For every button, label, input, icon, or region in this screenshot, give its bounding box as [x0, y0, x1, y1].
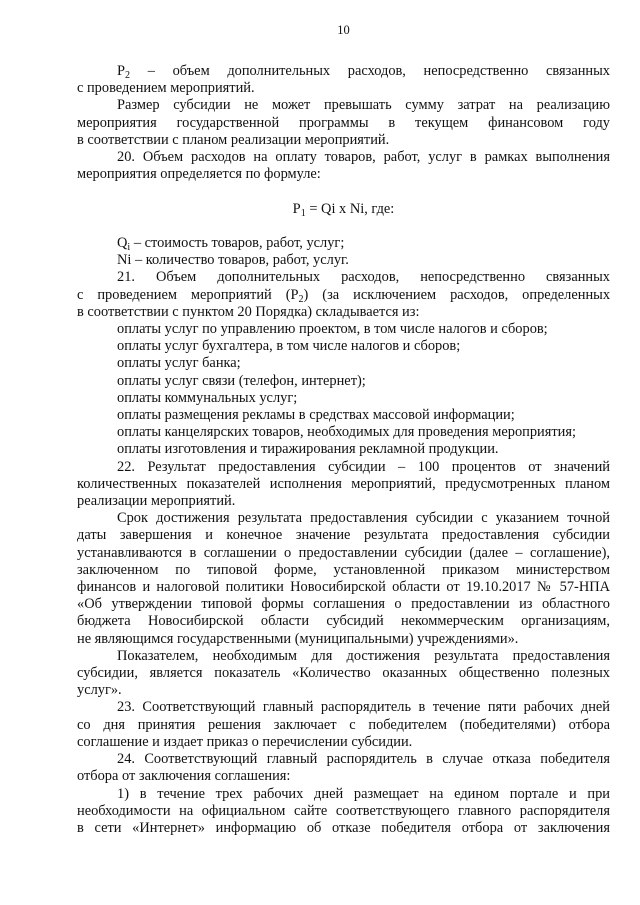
list-item: оплаты размещения рекламы в средствах массовой информации;: [117, 407, 515, 424]
variable-symbol: Q: [117, 235, 128, 251]
formula: [77, 201, 610, 218]
formula-text: = Qi x Ni, где:: [305, 200, 395, 217]
paragraph-item-24-sub-1: [77, 786, 610, 838]
paragraph-line: субсидии, является показатель «Количество оказанных общественно полезных: [77, 665, 610, 682]
variable-symbol: P: [117, 63, 126, 79]
paragraph-line: не являющимся государственными (муниципальными) учреждениями».: [77, 630, 519, 647]
paragraph-item-23: [77, 699, 610, 751]
paragraph-line: соглашение и издает приказ о перечислении субсидии.: [77, 733, 413, 750]
paragraph-line: устанавливаются в соглашении о предоставлении субсидии (далее – соглашение),: [77, 544, 610, 561]
paragraph-line: 20. Объем расходов на оплату товаров, работ, услуг в рамках выполнения: [117, 149, 610, 166]
paragraph-line: со дня принятия решения заключает с победителем (победителями) отбора: [77, 716, 610, 733]
variable-subscript: 2: [298, 293, 304, 305]
paragraph-indicator: [77, 648, 610, 700]
paragraph-line: [77, 287, 610, 304]
paragraph-line: реализации мероприятий.: [77, 493, 236, 510]
paragraph-line: даты завершения и конечное значение результата предоставления субсидии: [77, 527, 610, 544]
paragraph-line: «Об утверждении типовой формы соглашения о предоставлении из областного: [77, 596, 610, 613]
paragraph-line: в соответствии с планом реализации мероприятий.: [77, 131, 390, 148]
document-body: [77, 63, 610, 837]
paragraph-line: 24. Соответствующий главный распорядитель в случае отказа победителя: [117, 751, 610, 768]
paragraph-line: необходимости на официальном сайте соответствующего главного распорядителя: [77, 802, 610, 819]
paragraph-qi-definition: [77, 235, 610, 252]
line-text: – стоимость товаров, работ, услуг;: [130, 235, 345, 251]
paragraph-line: 1) в течение трех рабочих дней размещает на едином портале и при: [117, 785, 610, 802]
paragraph-line: в соответствии с пунктом 20 Порядка) складывается из:: [77, 303, 420, 320]
blank-line: [77, 218, 610, 235]
paragraph-line: услуг».: [77, 682, 122, 699]
paragraph-line: финансов и налоговой политики Новосибирской области от 19.10.2017 № 57-НПА: [77, 579, 610, 596]
paragraph-line: заключенном по типовой форме, установленной приказом министерством: [77, 561, 610, 578]
list-item: оплаты услуг банка;: [117, 355, 241, 372]
paragraph-line: мероприятия определяется по формуле:: [77, 166, 321, 183]
list-item: оплаты услуг по управлению проектом, в том числе налогов и сборов;: [117, 321, 548, 338]
paragraph-line: Показателем, необходимым для достижения результата предоставления: [117, 647, 610, 664]
paragraph-line: количественных показателей исполнения мероприятий, предусмотренных планом: [77, 475, 610, 492]
list-item: оплаты канцелярских товаров, необходимых для проведения мероприятия;: [117, 424, 576, 441]
line-text: с проведением мероприятий (P: [77, 286, 299, 303]
line-text: – объем дополнительных расходов, непосредственно связанных: [130, 63, 610, 79]
paragraph-line: [77, 63, 610, 80]
paragraph-line: Размер субсидии не может превышать сумму затрат на реализацию: [117, 97, 610, 114]
page-number: 10: [337, 23, 350, 37]
paragraph-deadline: [77, 510, 610, 648]
paragraph-line: отбора от заключения соглашения:: [77, 768, 291, 785]
paragraph-line: бюджета Новосибирской области субсидий некоммерческим организациям,: [77, 613, 610, 630]
paragraph-item-22: [77, 459, 610, 511]
expense-list: [77, 321, 610, 459]
variable-subscript: 2: [125, 69, 131, 81]
paragraph-line: 22. Результат предоставления субсидии – 100 процентов от значений: [117, 458, 610, 475]
paragraph-item-24: [77, 751, 610, 785]
list-item: оплаты услуг бухгалтера, в том числе налогов и сборов;: [117, 338, 461, 355]
list-item: оплаты коммунальных услуг;: [117, 389, 298, 406]
paragraph-line: с проведением мероприятий.: [77, 80, 255, 97]
variable-subscript: 1: [300, 207, 306, 219]
paragraph-subsidy-limit: [77, 97, 610, 149]
paragraph-item-21: [77, 269, 610, 321]
blank-line: [77, 183, 610, 200]
paragraph-line: 21. Объем дополнительных расходов, непосредственно связанных: [117, 269, 610, 286]
paragraph-item-20: [77, 149, 610, 183]
paragraph-line: 23. Соответствующий главный распорядитель в течение пяти рабочих дней: [117, 699, 610, 716]
paragraph-p2-definition: [77, 63, 610, 97]
line-text: ) (за исключением расходов, определенных: [303, 286, 611, 303]
variable-symbol: P: [292, 200, 301, 217]
paragraph-line: Срок достижения результата предоставления субсидии с указанием точной: [117, 510, 610, 527]
paragraph-line: мероприятия государственной программы в текущем финансовом году: [77, 114, 610, 131]
paragraph-line: в сети «Интернет» информацию об отказе победителя отбора от заключения: [77, 819, 610, 836]
list-item: оплаты услуг связи (телефон, интернет);: [117, 372, 366, 389]
list-item: оплаты изготовления и тиражирования рекламной продукции.: [117, 441, 499, 458]
paragraph-ni-definition: Ni – количество товаров, работ, услуг.: [117, 252, 349, 269]
variable-subscript: i: [127, 241, 131, 253]
